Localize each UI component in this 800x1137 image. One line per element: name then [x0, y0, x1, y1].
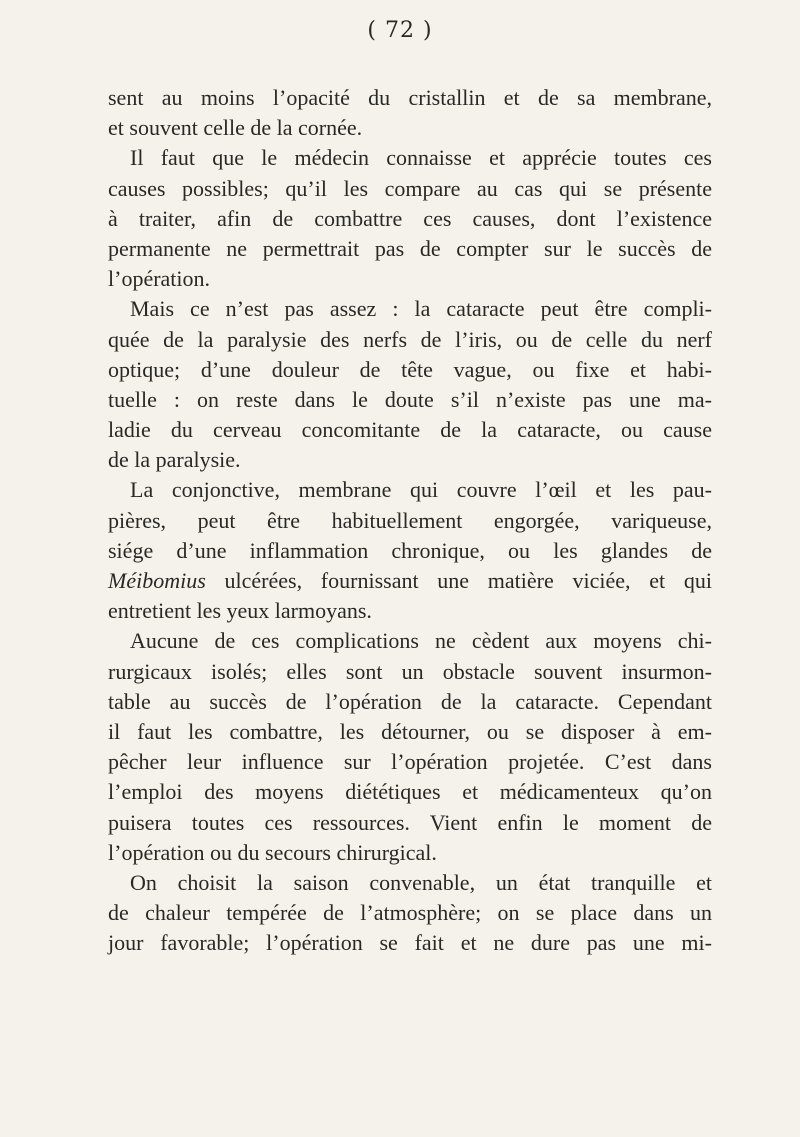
text-line: l’opération. [108, 266, 211, 292]
text-line: il faut les combattre, les détourner, ou se disposer à em- [108, 718, 712, 744]
text-line: tuelle : on reste dans le doute s’il n’existe pas une ma- [108, 386, 712, 412]
text-line: pêcher leur influence sur l’opération projetée. C’est dans [108, 749, 712, 775]
body-text [108, 83, 712, 958]
text-line: rurgicaux isolés; elles sont un obstacle souvent insurmon- [108, 658, 712, 684]
text-line: l’emploi des moyens diététiques et médicamenteux qu’on [108, 779, 712, 805]
italic-name: Méibomius [108, 568, 206, 593]
text-line: Aucune de ces complications ne cèdent aux moyens chi- [130, 628, 712, 654]
text-line: entretient les yeux larmoyans. [108, 598, 372, 624]
text-line [108, 566, 712, 596]
text-line: de chaleur tempérée de l’atmosphère; on se place dans un [108, 900, 712, 926]
text-line: et souvent celle de la cornée. [108, 115, 363, 141]
text-line: l’opération ou du secours chirurgical. [108, 839, 437, 865]
text-line: siége d’une inflammation chronique, ou les glandes de [108, 537, 712, 563]
text-line: causes possibles; qu’il les compare au cas qui se présente [108, 175, 712, 201]
text-line: pières, peut être habituellement engorgée, variqueuse, [108, 507, 712, 533]
text-line: permanente ne permettrait pas de compter sur le succès de [108, 235, 712, 261]
text-fragment: ulcérées, fournissant une matière viciée, et qui [205, 568, 712, 593]
text-line: La conjonctive, membrane qui couvre l’œil et les pau- [130, 477, 712, 503]
text-line: Mais ce n’est pas assez : la cataracte peut être compli- [130, 296, 712, 322]
text-line: table au succès de l’opération de la cataracte. Cependant [108, 688, 712, 714]
text-line: optique; d’une douleur de tête vague, ou fixe et habi- [108, 356, 712, 382]
text-line: sent au moins l’opacité du cristallin et de sa membrane, [108, 85, 712, 110]
text-line: jour favorable; l’opération se fait et ne dure pas une mi- [108, 930, 712, 956]
text-line: quée de la paralysie des nerfs de l’iris, ou de celle du nerf [108, 326, 712, 352]
text-line: ladie du cerveau concomitante de la cataracte, ou cause [108, 417, 712, 443]
text-line: de la paralysie. [108, 447, 241, 473]
text-line: à traiter, afin de combattre ces causes, dont l’existence [108, 205, 712, 231]
text-line: Il faut que le médecin connaisse et apprécie toutes ces [130, 145, 712, 171]
page-number: ( 72 ) [367, 18, 433, 43]
text-line: puisera toutes ces ressources. Vient enfin le moment de [108, 809, 712, 835]
text-line: On choisit la saison convenable, un état tranquille et [130, 869, 712, 895]
